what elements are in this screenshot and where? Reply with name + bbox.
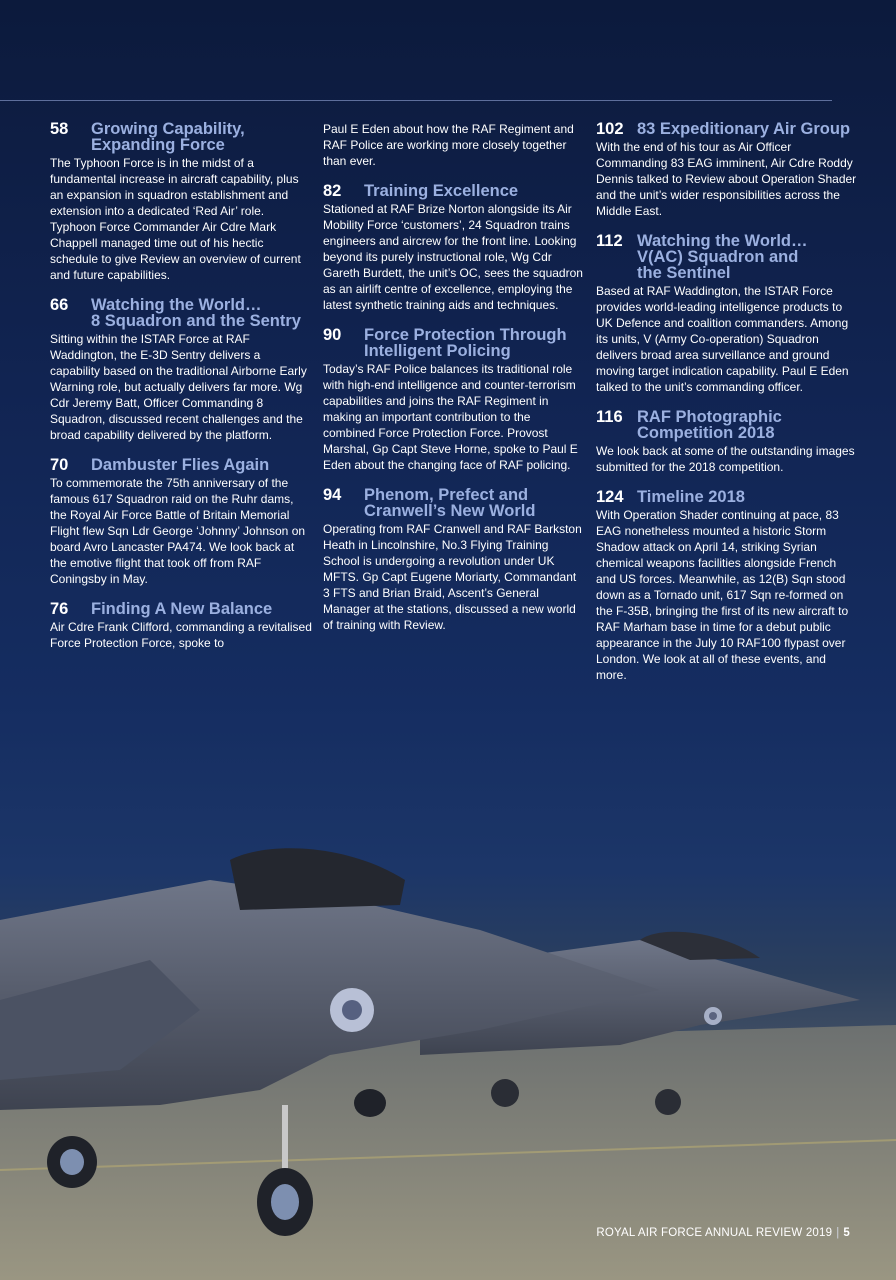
entry-summary: Operating from RAF Cranwell and RAF Barkston Heath in Lincolnshire, No.3 Flying Training School is undergoing a revolution under UK MFTS. Gp Capt Eugene Moriarty, Commandant 3 FTS and Brian Braid, Ascent’s General Manager at the stations, discussed a new world of training with Review. bbox=[323, 522, 582, 632]
entry-summary: To commemorate the 75th anniversary of the famous 617 Squadron raid on the Ruhr dams, the Royal Air Force Battle of Britain Memorial Flight flew Sqn Ldr George ‘Johnny’ Johnson on board Avro Lancaster PA474. We look back at the emotive flight that took off from RAF Coningsby in May. bbox=[50, 476, 306, 586]
entry-title: 83 Expeditionary Air Group bbox=[637, 120, 851, 138]
entry-page-number: 124 bbox=[596, 488, 624, 506]
contents-column-1 bbox=[50, 121, 312, 665]
contents-entry[interactable] bbox=[50, 121, 312, 283]
entry-summary: Sitting within the ISTAR Force at RAF Waddington, the E-3D Sentry delivers a capability based on the traditional Airborne Early Warning role, but actually delivers far more. Wg Cdr Jeremy Batt, Officer Commanding 8 Squadron, discussed recent challenges and the broad capability delivered by the platform. bbox=[50, 332, 307, 442]
footer-separator: | bbox=[836, 1227, 840, 1239]
page-footer bbox=[596, 1227, 850, 1239]
entry-summary: Air Cdre Frank Clifford, commanding a revitalised Force Protection Force, spoke to bbox=[50, 620, 312, 650]
contents-entry[interactable] bbox=[596, 121, 858, 219]
entry-page-number: 102 bbox=[596, 120, 624, 138]
entry-summary: Today’s RAF Police balances its traditional role with high-end intelligence and counter-terrorism capabilities and joins the RAF Regiment in making an important contribution to the combined Force Protection Force. Provost Marshal, Gp Capt Steve Horne, spoke to Paul E Eden about the changing face of RAF policing. bbox=[323, 362, 578, 472]
entry-summary: With Operation Shader continuing at pace, 83 EAG nonetheless mounted a historic Storm Shadow attack on April 14, striking Syrian chemical weapons facilities alongside French and US forces. Meanwhile, as 12(B) Sqn stood down as a Tornado unit, 617 Sqn re-formed on the F-35B, bringing the first of its new aircraft to RAF Marham base in time for a debut public appearance in the July 10 RAF100 flypast over London. We look at all of these events, and more. bbox=[596, 508, 849, 682]
contents-entry[interactable] bbox=[596, 409, 858, 475]
entry-page-number: 116 bbox=[596, 408, 623, 426]
contents-entry[interactable] bbox=[323, 183, 585, 313]
entry-title: Force Protection Through Intelligent Policing bbox=[364, 326, 567, 360]
f35-jets-photo bbox=[0, 840, 896, 1280]
contents-column-2 bbox=[323, 121, 585, 647]
entry-summary: We look back at some of the outstanding images submitted for the 2018 competition. bbox=[596, 444, 855, 474]
contents-entry[interactable] bbox=[323, 327, 585, 473]
entry-summary: Based at RAF Waddington, the ISTAR Force provides world-leading intelligence products to UK Defence and coalition commanders. Among its units, V (Army Co-operation) Squadron delivers broad area surveillance and ground moving target indication capability. Paul E Eden talked to the unit’s commanding officer. bbox=[596, 284, 849, 394]
entry-summary: The Typhoon Force is in the midst of a fundamental increase in aircraft capability, plus an expansion in squadron establishment and extension into a dedicated ‘Red Air’ role. Typhoon Force Commander Air Cdre Mark Chappell managed time out of his hectic schedule to give Review an overview of current and future capabilities. bbox=[50, 156, 301, 282]
publication-name: ROYAL AIR FORCE ANNUAL REVIEW 2019 bbox=[596, 1227, 833, 1239]
entry-page-number: 112 bbox=[596, 232, 623, 250]
contents-entry[interactable] bbox=[596, 233, 858, 395]
entry-title: Watching the World… V(AC) Squadron and the Sentinel bbox=[637, 232, 808, 282]
entry-title: Training Excellence bbox=[364, 182, 519, 200]
entry-page-number: 76 bbox=[50, 600, 69, 618]
entry-summary: Stationed at RAF Brize Norton alongside its Air Mobility Force ‘customers’, 24 Squadron trains engineers and aircrew for the front line. Looking beyond its purely instructional role, Wg Cdr Gareth Burdett, the unit’s OC, sees the squadron as an airlift centre of excellence, employing the latest synthetic training aids and techniques. bbox=[323, 202, 583, 312]
entry-title: Watching the World… 8 Squadron and the Sentry bbox=[91, 296, 301, 330]
entry-page-number: 82 bbox=[323, 182, 342, 200]
entry-title: Growing Capability, Expanding Force bbox=[91, 120, 245, 154]
entry-title: Phenom, Prefect and Cranwell’s New World bbox=[364, 486, 536, 520]
contents-entry[interactable] bbox=[50, 297, 312, 443]
entry-title: Dambuster Flies Again bbox=[91, 456, 270, 474]
entry-page-number: 66 bbox=[50, 296, 69, 314]
header-rule bbox=[0, 100, 832, 101]
contents-entry[interactable] bbox=[50, 601, 312, 651]
entry-page-number: 70 bbox=[50, 456, 69, 474]
page-number: 5 bbox=[843, 1227, 850, 1239]
contents-entry[interactable] bbox=[50, 457, 312, 587]
entry-summary: With the end of his tour as Air Officer Commanding 83 EAG imminent, Air Cdre Roddy Dennis talked to Review about Operation Shader and the unit’s wider responsibilities across the Middle East. bbox=[596, 140, 857, 218]
entry-page-number: 94 bbox=[323, 486, 342, 504]
contents-entry-continued bbox=[323, 121, 585, 169]
contents-column-3 bbox=[596, 121, 858, 697]
entry-page-number: 58 bbox=[50, 120, 69, 138]
entry-page-number: 90 bbox=[323, 326, 342, 344]
entry-title: RAF Photographic Competition 2018 bbox=[637, 408, 782, 442]
entry-title: Timeline 2018 bbox=[637, 488, 745, 506]
contents-entry[interactable] bbox=[596, 489, 858, 683]
contents-entry[interactable] bbox=[323, 487, 585, 633]
entry-title: Finding A New Balance bbox=[91, 600, 273, 618]
entry-summary: Paul E Eden about how the RAF Regiment and RAF Police are working more closely together than ever. bbox=[323, 122, 574, 168]
